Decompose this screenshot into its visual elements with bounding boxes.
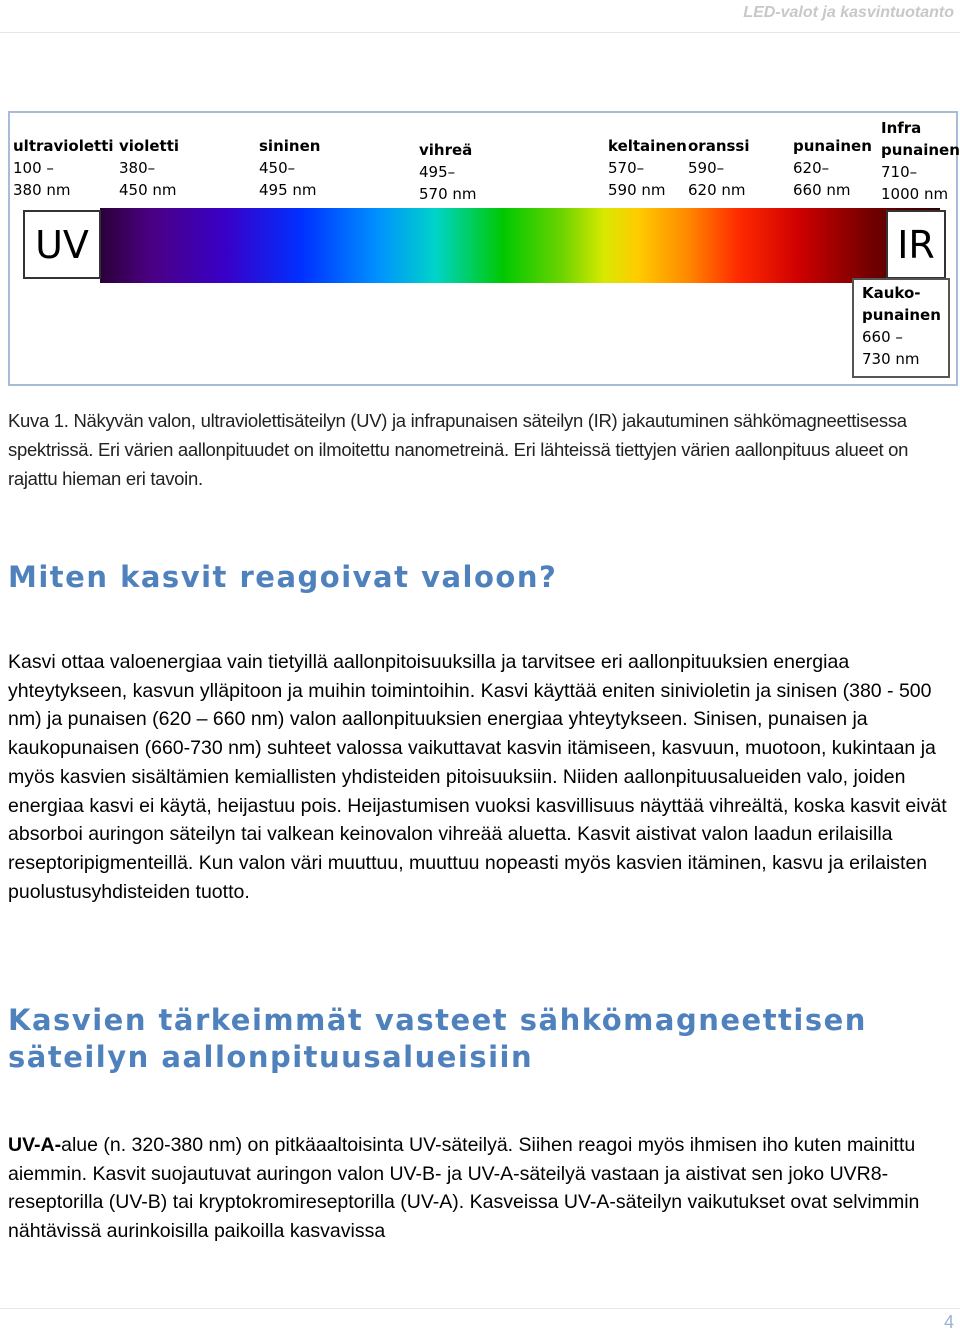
band-name: punainen [881, 141, 960, 159]
band-range-start: 590– [688, 159, 725, 177]
far-red-range-start: 660 – [862, 328, 903, 346]
band-range-start: 570– [608, 159, 645, 177]
band-range-end: 570 nm [419, 185, 477, 203]
spectrum-gradient-bar [100, 208, 940, 283]
header-divider [0, 32, 960, 33]
band-label-yellow [608, 135, 687, 201]
band-name: oranssi [688, 137, 750, 155]
band-label-green [419, 139, 477, 205]
band-name: ultravioletti [13, 137, 114, 155]
band-range-start: 620– [793, 159, 830, 177]
band-label-orange [688, 135, 750, 201]
band-range-end: 1000 nm [881, 185, 949, 203]
band-name: punainen [793, 137, 872, 155]
band-range-start: 100 – [13, 159, 54, 177]
body-paragraph [8, 1131, 954, 1246]
band-label-violet [119, 135, 179, 201]
band-range-start: 450– [259, 159, 296, 177]
band-name: sininen [259, 137, 321, 155]
far-red-name: punainen [862, 306, 941, 324]
term-label: UV-A- [8, 1134, 62, 1156]
far-red-range-end: 730 nm [862, 350, 920, 368]
body-paragraph: Kasvi ottaa valoenergiaa vain tietyillä aallonpitoisuuksilla ja tarvitsee eri aallonpituuksien energiaa yhteytykseen, kasvun ylläpitoon ja muihin toimintoihin. Kasvi käyttää eniten sinivioletin ja sinisen (380 - 500 nm) ja punaisen (620 – 660 nm) valon aallonpituuksien energiaa yhteytykseen. Sinisen, punaisen ja kaukopunaisen (660-730 nm) suhteet valossa vaikuttavat kasvin itämiseen, kasvuun, muotoon, kukintaan ja myös kasvien sisältämien kemiallisten yhdisteiden pitoisuuksiin. Niiden aallonpituusalueiden valo, joiden energiaa kasvi ei käytä, heijastuu pois. Heijastumisen vuoksi kasvillisuus näyttää vihreältä, koska kasvit eivät absorboi auringon säteilyn tai valkean keinovalon vihreää aluetta. Kasvit aistivat valon laadun erilaisilla reseptoripigmenteillä. Kun valon väri muuttuu, muuttuu nopeasti myös kasvien itäminen, kasvu ja erilaisten puolustusyhdisteiden tuotto. [8, 651, 947, 903]
band-range-end: 620 nm [688, 181, 746, 199]
ir-box: IR [886, 210, 946, 279]
band-name: keltainen [608, 137, 687, 155]
uv-box: UV [23, 210, 101, 279]
band-range-start: 710– [881, 163, 918, 181]
figure-caption: Kuva 1. Näkyvän valon, ultraviolettisäteilyn (UV) ja infrapunaisen säteilyn (IR) jakautuminen sähkömagneettisessa spektrissä. Eri värien aallonpituudet on ilmoitettu nanometreinä. Eri lähteissä tiettyjen värien aallonpituus alueet on rajattu hieman eri tavoin. [8, 410, 909, 489]
band-label-infrared [881, 117, 960, 205]
band-range-end: 495 nm [259, 181, 317, 199]
band-range-start: 380– [119, 159, 156, 177]
far-red-name: Kauko- [862, 284, 921, 302]
band-label-ultraviolet [13, 135, 114, 201]
page-number: 4 [943, 1312, 954, 1332]
section-heading: Miten kasvit reagoivat valoon? [8, 560, 558, 594]
band-name: vihreä [419, 141, 473, 159]
section-heading: Kasvien tärkeimmät vasteet sähkömagneettisen säteilyn aallonpituusalueisiin [8, 1003, 867, 1074]
band-range-start: 495– [419, 163, 456, 181]
spectrum-figure [8, 111, 958, 386]
band-label-blue [259, 135, 320, 201]
band-range-end: 590 nm [608, 181, 666, 199]
footer-divider [0, 1308, 960, 1309]
paragraph-text: alue (n. 320-380 nm) on pitkäaaltoisinta UV-säteilyä. Siihen reagoi myös ihmisen iho kuten mainittu aiemmin. Kasvit suojautuvat auringon valon UV-B- ja UV-A-säteilyä vastaan ja aistivat sen joko UVR8-reseptorilla (UV-B) tai kryptokromireseptorilla (UV-A). Kasveissa UV-A-säteilyn vaikutukset ovat selvimmin nähtävissä aurinkoisilla paikoilla kasvavissa [8, 1134, 920, 1243]
band-label-red [793, 135, 872, 201]
running-header: LED-valot ja kasvintuotanto [743, 4, 954, 21]
band-range-end: 380 nm [13, 181, 71, 199]
band-name: violetti [119, 137, 180, 155]
band-range-end: 450 nm [119, 181, 177, 199]
band-name: Infra [881, 119, 922, 137]
band-range-end: 660 nm [793, 181, 851, 199]
far-red-box [852, 278, 950, 378]
